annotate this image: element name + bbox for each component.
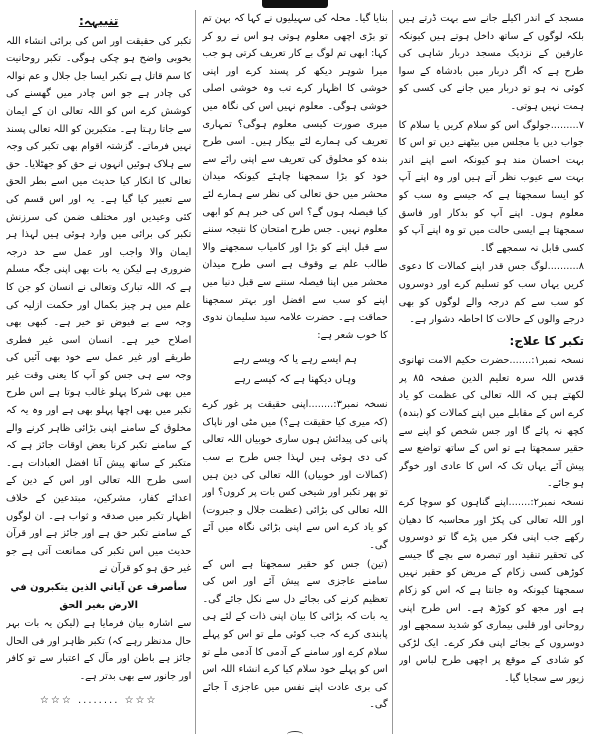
paragraph: نسخہ نمبر۲:.......اپنے گناہوں کو سوچا کرے اور اللہ تعالی کی پکڑ اور محاسبہ کا دھیان رکھے جب اپنی فکر میں پڑے گا تو دوسروں کی تحقیر تنقید اور تبصرہ سے بچے گا جیسے کوڑھی کسی زکام کے مریض کو حقیر نہیں سمجھتا کیونکہ وہ جانتا ہے کہ اس کو زکام ہے اور مجھ کو کوڑھ ہے۔ اس طرح اپنی روحانی اور قلبی بیماری کو شدید سمجھے اور دوسروں کے بجائے اپنی فکر کرے۔ ایک لڑکی کو شادی کے موقع پر اچھی طرح لباس اور زیور سے سجایا گیا۔ <box>398 497 584 684</box>
paragraph: بنایا گیا۔ محلہ کی سہیلیوں نے کہا کہ بہن تم تو بڑی اچھی معلوم ہوتی ہو اس نے رو کر کہا: ابھی تم لوگ بے کار تعریف کرتی ہو جب میرا شوہر دیکھ کر پسند کرے اور اپنی خوشی کا اظہار کرے تب وہ خوشی اصلی خوشی ہوگی۔ معلوم نہیں اس کی نگاہ میں میری صورت کیسی معلوم ہوگی؟ تمہاری تعریف کی ہمارے لئے بیکار ہیں۔ اسی طرح بندہ کو مخلوق کی تعریف سے اپنی رائے سے خود کو بڑا سمجھنا چاہئے کیونکہ میدان محشر میں حق تعالی کی نظر سے ہمارے لئے کیا فیصلہ ہوں گے؟ اس کی خبر ہم کو ابھی معلوم نہیں۔ جس طرح امتحان کا نتیجہ سننے سے قبل اپنے کو بڑا اور کامیاب سمجھنے والا طالب علم بے وقوف ہے اسی طرح میدان محشر میں اپنا فیصلہ سننے سے قبل دنیا میں اپنے کو سب سے افضل اور بہتر سمجھنا حماقت ہے۔ حضرت علامہ سید سلیمان ندوی کا خوب شعر ہے: <box>202 13 388 341</box>
poem-line: ہم ایسے رہے یا کہ ویسے رہے <box>233 354 357 366</box>
paragraph: مسجد کے اندر اکیلے جانے سے بہت ڈرتے ہیں بلکہ لوگوں کے ساتھ داخل ہوتے ہیں کیونکہ عارفین کے نزدیک مسجد دربار شاہی کی طرح ہے کہ اگر دربار میں بادشاہ کے سوا کوئی نہ ہو تو دربار میں جانے کی کسی کو ہمت نہیں ہوتی۔ <box>398 13 584 112</box>
paragraph: ۸..........لوگ جس قدر اپنے کمالات کا دعوی کریں یہاں سب کو تسلیم کرے اور دوسروں کو سب سے کم درجہ والے لوگوں کو بھی درجے والوں کے حالات کا احاطہ دشوار ہے۔ <box>398 261 584 326</box>
text-columns <box>6 10 584 734</box>
quran-verse: سأصرف عن آياتي الذين يتكبرون في الارض بغير الحق <box>10 582 187 611</box>
paragraph: نسخہ نمبر۱:.......حضرت حکیم الامت تھانوی قدس اللہ سرہ تعلیم الدین صفحہ ۸۵ پر لکھتے ہیں کہ اللہ تعالی کی عظمت کو یاد کرے اس کے مقابلے میں اپنے کمالات کو (بندہ) کچھ نہ پائے گا اور جس شخص کو اپنے سے حقیر سمجھتا ہے تو اس کے ساتھ تواضع سے پیش آئے یہاں تک کہ اس کا عادی اور خوگر ہو جائے۔ <box>398 355 584 490</box>
paragraph: تکبر کی حقیقت اور اس کی برائی انشاء اللہ بخوبی واضح ہو چکی ہوگی۔ تکبر روحانیت کا سم قاتل ہے تکبر ایسا جل جلال و عم نوالہ کی چادر ہے جو اس چادر میں گھسنے کی کوشش کرے اس کو اللہ تعالی ان کے ایمان سے جاتا رہتا ہے۔ متکبرین کو اللہ تعالی پسند نہیں فرماتے۔ گزشتہ اقوام بھی تکبر کی وجہ سے ہلاک ہوئیں انہوں نے حق کو جھٹلایا۔ حق تعالی کا انکار کیا حدیث میں اسے بطر الحق سے تعبیر کیا گیا ہے۔ یہ اور اس قسم کی کئی وعیدیں اور مختلف ضمن کی سرزنش تکبر کی برائی میں وارد ہوئی ہیں لہذا ہر ایمان والا واجب اور عمل سے حد درجہ ضروری ہے لیکن یہ بات بھی اپنی جگہ مسلم ہے کہ اللہ تبارک وتعالی نے انسان کو جن کا علم میں ہر چیز بکمال اور حکمت ازلیہ کی وجہ سے بے فیوض تو خیر ہے۔ کبھی بھی اصلاح خیر ہے۔ انسان اسی غیر فطری طریقے اور غیر عمل سے خود بھی آئیں کی وجہ سے ہی جس کو آپ کا یعنی وقت غیر میں بھی شرکا پہلو غالب ہوتا ہے اس طرح تکبر میں بھی اچھا پہلو بھی ہے اور وہ یہ کہ مخلوق کے سامنے اپنی بڑائی ظاہر کرنے والے کے سامنے تکبر کرنا بعض اوقات جائز ہے کہ متکبر کے ساتھ پیش آنا افضل العبادات ہے۔ اسی طرح اللہ تعالی اور اس کے دین کے اعدائے کفار، مشرکین، مبتدعین کے خلاف اظہار تکبر میں صدقہ و ثواب ہے۔ ان لوگوں کے سامنے تکبر حق ہے اور جائز ہے اور قرآن حدیث میں اس تکبر کی ممانعت آتی ہے جو غیر حق ہو کو قرآن نے <box>6 35 192 575</box>
paragraph: ۷.........جولوگ اس کو سلام کریں یا سلام کا جواب دیں یا مجلس میں بیٹھنے دیں تو اس کا بہت احسان مند ہو کیونکہ اسے اپنے اندر بہت سے عیوب نظر آتے ہیں اور وہ اپنے آپ کو ایسا سمجھتا ہے کہ جیسے وہ سب کو معلوم ہوں۔ اپنے آپ کو بدکار اور فاسق سمجھتا ہے ایسی حالت میں تو وہ اپنے آپ کو کسی قابل نہ سمجھے گا۔ <box>398 119 584 254</box>
middle-column <box>202 10 392 734</box>
left-column <box>6 10 196 734</box>
paragraph: (تین) جس کو حقیر سمجھتا ہے اس کے سامنے عاجزی سے پیش آئے اور اس کی تعظیم کرنے کی بجائے دل سے نکل جائے گی۔ یہ بات کہ بڑائی کا بیان اپنی ذات کے لئے ہی پابندی کرے کہ جب کوئی ملے تو اس کو پہلے سلام کرے اور سامنے کے آدمی کا آدمی ملے تو اس کو پہلے خود سلام کیا کرے انشاء اللہ اس کی بری عادت اپنے نفس میں عاجزی آ جائے گی۔ <box>202 558 388 711</box>
paragraph: سے اشارہ بیان فرمایا ہے (لیکن یہ بات بہر حال مدنظر رہے کہ) تکبر ظاہر اور فی الحال جائز ہے باطن اور مآل کے اعتبار سے تو کافر اور جانور سے بھی بدتر ہے۔ <box>6 618 192 682</box>
header-tab <box>262 0 328 8</box>
right-column <box>399 10 584 734</box>
section-divider-stars: ☆☆☆ ........ ☆☆☆ <box>39 694 158 706</box>
paragraph: نسخہ نمبر۳:........اپنی حقیقت پر غور کرے (کہ میری کیا حقیقت ہے؟) میں مٹی اور ناپاک پانی کی پیدائش ہوں ساری خوبیاں اللہ تعالی کی دی ہوئی ہیں لہذا جس طرح بے سب (کمالات اور خوبیاں) اللہ تعالی کی دین ہیں تو پھر تکبر اور شیخی کس بات پر کروں؟ اور اللہ تعالی کی بڑائی (عظمت جلال و جبروت) کو یاد کرے اس سے اپنی بڑائی نگاہ میں آئے گی۔ <box>202 399 388 552</box>
poem-line: وہاں دیکھنا ہے کہ کیسے رہے <box>234 374 356 386</box>
section-heading: تکبر کا علاج: <box>509 333 584 348</box>
section-heading: تنبیہہ: <box>78 13 119 28</box>
page-number-arc <box>287 731 303 738</box>
poem <box>202 350 387 390</box>
